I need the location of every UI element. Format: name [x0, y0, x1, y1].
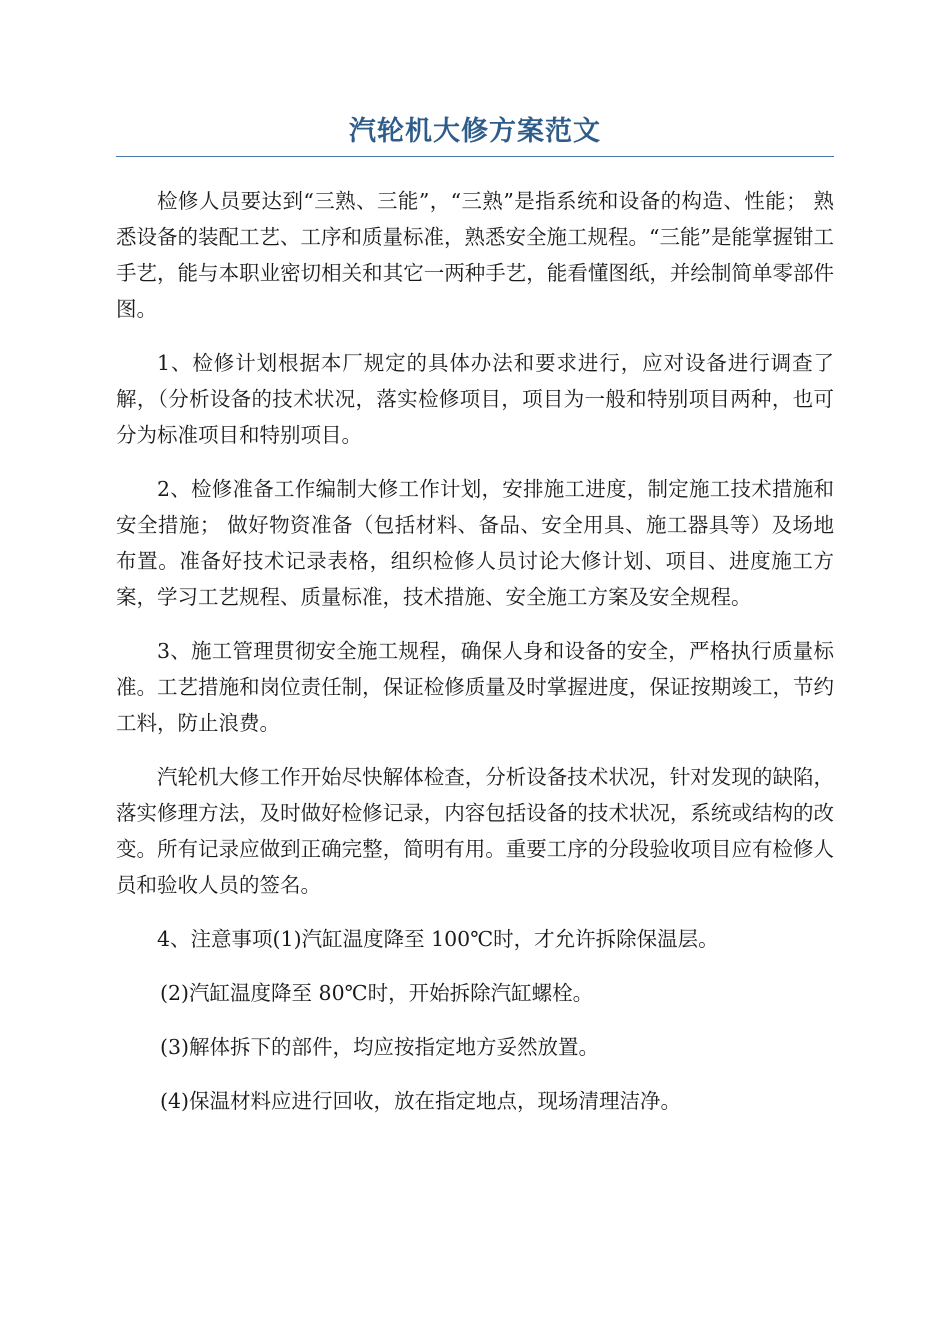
notes-heading: 4、注意事项(1)汽缸温度降至 100℃时，才允许拆除保温层。 [157, 927, 719, 951]
paragraph-intro: 检修人员要达到“三熟、三能”，“三熟”是指系统和设备的构造、性能； 熟悉设备的装配工艺、工序和质量标准，熟悉安全施工规程。“三能”是能掌握钳工手艺，能与本职业密切相关和其它一两种手艺，能看懂图纸，并绘制简单零部件图。 [116, 189, 834, 321]
title-underline [116, 156, 834, 157]
paragraph-preparation: 2、检修准备工作编制大修工作计划，安排施工进度，制定施工技术措施和安全措施； 做好物资准备（包括材料、备品、安全用具、施工器具等）及场地布置。准备好技术记录表格，组织检修人员讨论大修计划、项目、进度施工方案，学习工艺规程、质量标准，技术措施、安全施工方案及安全规程。 [116, 477, 834, 609]
paragraph-construction-management: 3、施工管理贯彻安全施工规程，确保人身和设备的安全，严格执行质量标准。工艺措施和岗位责任制，保证检修质量及时掌握进度，保证按期竣工，节约工料，防止浪费。 [116, 639, 834, 735]
note-item: (4)保温材料应进行回收，放在指定地点，现场清理洁净。 [160, 1089, 682, 1113]
document-page [116, 112, 834, 1137]
page-title: 汽轮机大修方案范文 [349, 116, 601, 147]
note-item: (2)汽缸温度降至 80℃时，开始拆除汽缸螺栓。 [160, 981, 594, 1005]
paragraph-maintenance-plan: 1、检修计划根据本厂规定的具体办法和要求进行，应对设备进行调查了解，（分析设备的技术状况，落实检修项目，项目为一般和特别项目两种，也可分为标准项目和特别项目。 [116, 351, 834, 447]
paragraph-disassembly-inspection: 汽轮机大修工作开始尽快解体检查，分析设备技术状况，针对发现的缺陷，落实修理方法，及时做好检修记录，内容包括设备的技术状况，系统或结构的改变。所有记录应做到正确完整，简明有用。重要工序的分段验收项目应有检修人员和验收人员的签名。 [116, 765, 834, 897]
note-item: (3)解体拆下的部件，均应按指定地方妥然放置。 [160, 1035, 600, 1059]
